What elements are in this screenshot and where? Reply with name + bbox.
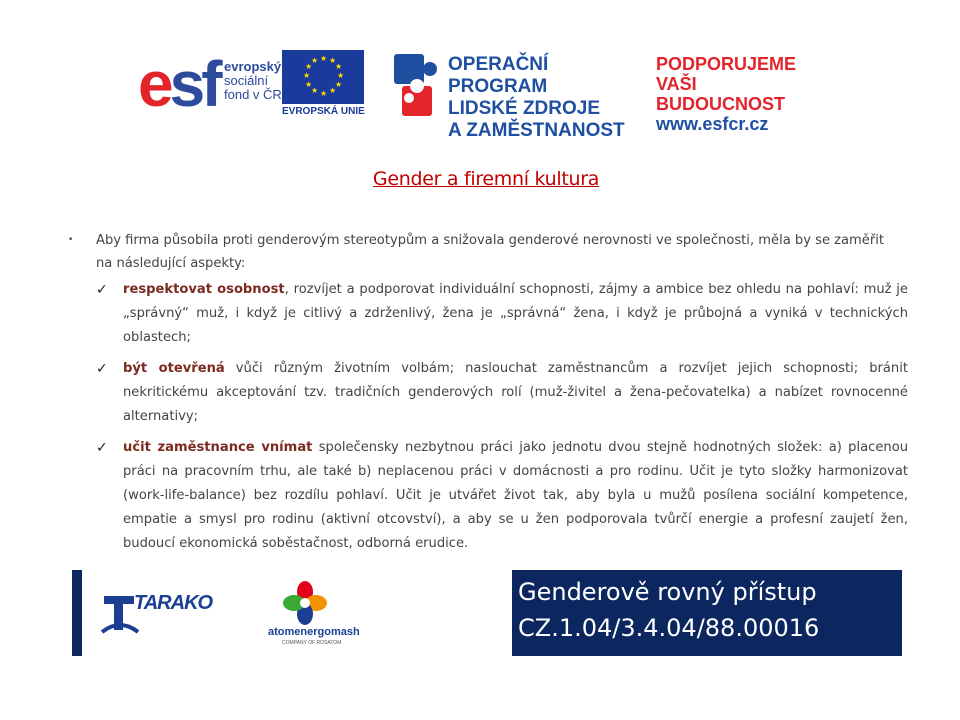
footer-line-2: CZ.1.04/3.4.04/88.00016 — [518, 614, 820, 642]
bullet-text: společensky nezbytnou práci jako jednotu dvou stejně hodnotných složek: a) placenou práci na pracovním trhu, ale také b) neplacenou práci v domácnosti a pro rodinu. Učit je tyto složky harmonizovat (work-life-balance) bez rozdílu pohlaví. Učit je utvářet život tak, aby byla u mužů posílena sociální kompetence, empatie a smysl pro rodinu (aktivní otcovství), a aby se u žen podporovala tvůrčí energie a profesní zaujetí žen, budoucí ekonomická soběstačnost, odborná erudice. — [123, 440, 909, 551]
op-puzzle-icon — [392, 50, 440, 118]
support-line-1: PODPORUJEME — [656, 54, 797, 74]
intro-paragraph — [68, 229, 904, 275]
tarako-label: TARAKO — [134, 592, 213, 614]
bullet-emphasis: respektovat osobnost — [123, 282, 285, 297]
svg-text:★: ★ — [303, 71, 311, 80]
esf-line-3: fond v ČR — [224, 87, 282, 102]
esf-line-1: evropský — [224, 59, 282, 74]
footer-logo-panel — [82, 570, 512, 656]
svg-text:★: ★ — [305, 80, 313, 89]
esf-letters: esf — [138, 48, 219, 120]
atom-flower-icon — [282, 580, 328, 626]
eu-caption: EVROPSKÁ UNIE — [282, 106, 365, 117]
op-line-1: OPERAČNÍ PROGRAM — [448, 54, 549, 97]
bullet-dot-icon: • — [68, 235, 74, 245]
footer-title — [518, 574, 819, 646]
svg-text:★: ★ — [329, 56, 337, 65]
op-logo — [392, 46, 642, 141]
op-title — [448, 54, 642, 142]
esf-logo — [138, 46, 420, 122]
bullet-emphasis: být otevřená — [123, 361, 225, 376]
support-url: www.esfcr.cz — [656, 114, 769, 134]
svg-text:★: ★ — [335, 62, 343, 71]
support-slogan — [656, 54, 820, 134]
list-item — [96, 278, 908, 350]
checkmark-icon: ✓ — [96, 282, 108, 298]
svg-text:★: ★ — [320, 89, 328, 98]
intro-text: Aby firma působila proti genderovým stereotypům a snižovala genderové nerovnosti ve společnosti, měla by se zaměřit na následující aspekty: — [96, 233, 885, 271]
list-item — [96, 357, 908, 429]
eu-flag-icon — [282, 50, 364, 104]
svg-text:★: ★ — [305, 62, 313, 71]
svg-text:★: ★ — [311, 86, 319, 95]
footer-band — [72, 570, 902, 656]
page-title: Gender a firemní kultura — [372, 168, 600, 190]
atom-sub-label: COMPANY OF ROSATOM — [282, 640, 342, 646]
svg-text:★: ★ — [335, 80, 343, 89]
bullet-emphasis: učit zaměstnance vnímat — [123, 440, 313, 455]
bullet-text: vůči různým životním volbám; naslouchat zaměstnancům a rozvíjet jejich schopnosti; bránit nekritickému akceptování tzv. tradičních genderových rolí (muž-živitel a žena-pečovatelka) a nabízet rovnocenné alternativy; — [123, 361, 908, 424]
list-item — [96, 436, 908, 556]
footer-line-1: Genderově rovný přístup — [518, 578, 817, 606]
svg-text:★: ★ — [329, 86, 337, 95]
checkmark-icon: ✓ — [96, 440, 108, 456]
svg-text:★: ★ — [320, 54, 328, 63]
atom-label: atomenergomash — [268, 626, 360, 638]
svg-text:★: ★ — [311, 56, 319, 65]
support-line-2: VAŠI BUDOUCNOST — [656, 74, 785, 114]
logo-strip — [138, 46, 820, 141]
svg-text:★: ★ — [337, 71, 345, 80]
op-line-2: LIDSKÉ ZDROJE — [448, 98, 601, 119]
op-line-3: A ZAMĚSTNANOST — [448, 120, 625, 141]
checkmark-icon: ✓ — [96, 361, 108, 377]
aspect-list — [96, 278, 908, 563]
bullet-text: , rozvíjet a podporovat individuální schopnosti, zájmy a ambice bez ohledu na pohlaví: muž je „správný“ muž, i když je citlivý a zdrženlivý, žena je „správná“ žena, i když je průbojná a vyniká v technických oblastech; — [123, 282, 908, 345]
esf-line-2: sociální — [224, 73, 269, 88]
esf-text — [224, 60, 282, 102]
